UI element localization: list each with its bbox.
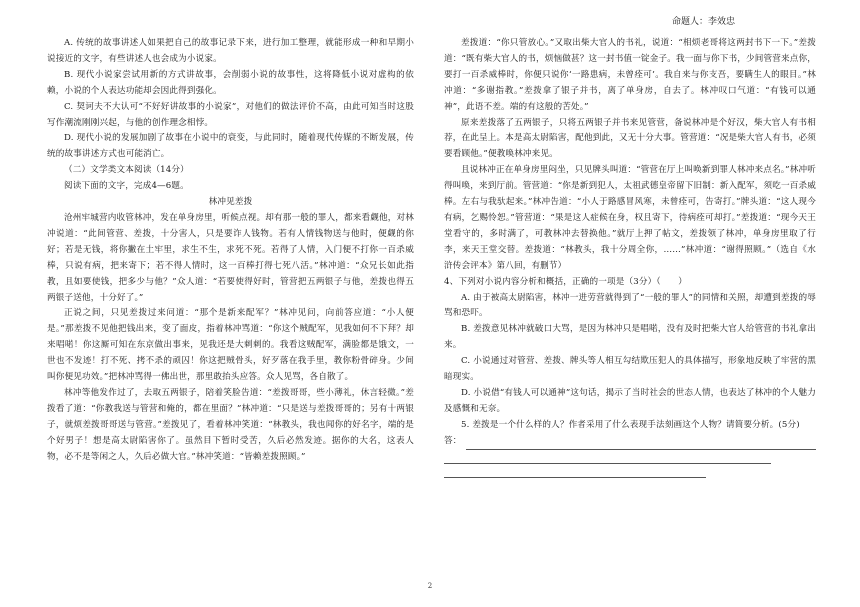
story-paragraph-6: 且说林冲正在单身房里闷坐，只见牌头叫道：“管营在厅上叫唤新到罪人林冲来点名。”林冲听得叫唤，来到厅前。管营道：“你是新到犯人，太祖武德皇帝留下旧制：新入配军，须吃一百杀威棒。左右与我驮起来。”林冲告道：“小人于路感冒风寒，未曾痊可，告寄打。”牌头道：“这人现今有病，乞赐怜恕。”管营道：“果是这人症候在身，权且寄下，待病痊可却打。”差拨道：“现今天王堂看守的，多时满了，可教林冲去替换他。”就厅上押了帖文，差拨领了林冲，单身房里取了行李，来天王堂交替。差拨道：“林教头，我十分周全你，……”林冲道：“谢得照顾。”（选自《水浒传会评本》第八回，有删节） bbox=[444, 165, 816, 271]
left-column bbox=[47, 36, 414, 465]
question-4-option-d: D. 小说借“有钱人可以通神”这句话，揭示了当时社会的世态人情，也表达了林冲的个人魅力及感慨和无奈。 bbox=[444, 387, 816, 414]
answer-row bbox=[444, 434, 816, 450]
option-b: B. 现代小说家尝试用新的方式讲故事，会削弱小说的故事性，这将降低小说对虚构的依赖，小说的个人表达功能却会因此得到强化。 bbox=[47, 69, 414, 96]
story-paragraph-4: 差拨道：“你只管放心。”又取出柴大官人的书礼，说道：“相烦老哥将这两封书下一下。”差拨道：“既有柴大官人的书，烦恼做甚？这一封书值一锭金子。我一面与你下书，少间管营来点你，要打一百杀威棒时，你便只说你‘一路患病，未曾痊可’。我自来与你支吾，要瞒生人的眼目。”林冲道：“多谢指教。”差拨拿了银子并书，离了单身房，自去了。林冲叹口气道：“有钱可以通神”，此语不差。端的有这般的苦处。” bbox=[444, 38, 816, 112]
answer-line-3[interactable] bbox=[444, 464, 706, 478]
story-paragraph-2: 正说之间，只见差拨过来问道：“那个是新来配军？”林冲见问，向前答应道：“小人便是。”那差拨不见他把钱出来，变了面皮，指着林冲骂道：“你这个贼配军，见我如何不下拜？却来唱喏！你这厮可知在东京做出事来，见我还是大刺刺的。我看这贼配军，满脸都是饿文，一世也不发迹！打不死、拷不杀的顽囚！你这把贼骨头，好歹落在我手里，教你粉骨碎身。少间叫你便见功效。”把林冲骂得一佛出世，那里敢抬头应答。众人见骂，各自散了。 bbox=[47, 308, 414, 383]
story-paragraph-1: 沧州牢城营内收管林冲，发在单身房里，听候点视。却有那一般的罪人，都来看觑他，对林冲说道：“此间管营、差拨，十分害人，只是要诈人钱物。若有人情钱物送与他时，便觑的你好；若是无钱，将你撇在土牢里，求生不生，求死不死。若得了人情，入门便不打你一百杀威棒，只说有病，把来寄下；若不得人情时，这一百棒打得七死八活。”林冲道：“众兄长如此指教，且如要使钱，把多少与他？”众人道：“若要使得好时，管营把五两银子与他，差拨也得五两银子送他，十分好了。” bbox=[47, 212, 414, 303]
answer-line-2[interactable] bbox=[444, 450, 771, 464]
option-d: D. 现代小说的发展加剧了故事在小说中的衰变，与此同时，随着现代传媒的不断发展，传统的故事讲述方式也可能消亡。 bbox=[47, 133, 414, 160]
page-number: 2 bbox=[427, 582, 433, 590]
right-column bbox=[444, 36, 816, 478]
reading-instructions: 阅读下面的文字，完成4—6题。 bbox=[64, 181, 189, 192]
author-header: 命题人：李效忠 bbox=[672, 17, 736, 27]
question-4-option-b: B. 差拨意见林冲就破口大骂，是因为林冲只是唱喏，没有及时把柴大官人给管营的书礼拿出来。 bbox=[444, 324, 816, 351]
story-paragraph-5: 原来差拨落了五两银子，只将五两银子并书来见管营，备说林冲是个好汉，柴大官人有书相荐，在此呈上。本是高太尉陷害，配他到此，又无十分大事。管营道：“况是柴大官人有书，必须要看顾他。”便教唤林冲来见。 bbox=[444, 117, 816, 160]
question-4: 4、下列对小说内容分析和概括，正确的一项是（3分）（ ） bbox=[444, 276, 688, 287]
question-4-option-a: A. 由于被高太尉陷害，林冲一进劳营就得到了“一般的罪人”的同情和关照，却遭到差拨的辱骂和恐吓。 bbox=[444, 292, 816, 319]
option-c: C. 契诃夫不大认可“不好好讲故事的小说家”，对他们的做法评价不高，由此可知当时这股写作潮流刚刚兴起，与他的创作理念相悖。 bbox=[47, 101, 414, 128]
section-heading: （二）文学类文本阅读（14分） bbox=[64, 165, 189, 176]
answer-line-1[interactable] bbox=[466, 437, 817, 450]
answer-label: 答： bbox=[444, 435, 462, 446]
question-5: 5. 差拨是一个什么样的人？作者采用了什么表现手法刻画这个人物？请简要分析。(5分) bbox=[461, 419, 800, 430]
option-a: A. 传统的故事讲述人如果把自己的故事记录下来，进行加工整理，就能形成一种和早期小说接近的文字，有些讲述人也会成为小说家。 bbox=[47, 38, 414, 64]
question-4-option-c: C. 小说通过对管营、差拨、牌头等人相互勾结欺压犯人的具体描写，形象地反映了牢营的黑暗现实。 bbox=[444, 356, 816, 383]
story-title: 林冲见差拨 bbox=[208, 197, 253, 208]
story-paragraph-3: 林冲等他发作过了，去取五两银子，陪着笑脸告道：“差拨哥哥，些小薄礼，休言轻微。”差拨看了道：“你教我送与管营和俺的，都在里面？”林冲道：“只是送与差拨哥哥的；另有十两银子，就烦差拨哥哥送与管营。”差拨见了，看着林冲笑道：“林教头，我也闻你的好名字，端的是个好男子！想是高太尉陷害你了。虽然目下暂时受苦，久后必然发迹。据你的大名，这表人物，必不是等闲之人，久后必做大官。”林冲笑道：“皆赖差拨照顾。” bbox=[47, 387, 414, 462]
